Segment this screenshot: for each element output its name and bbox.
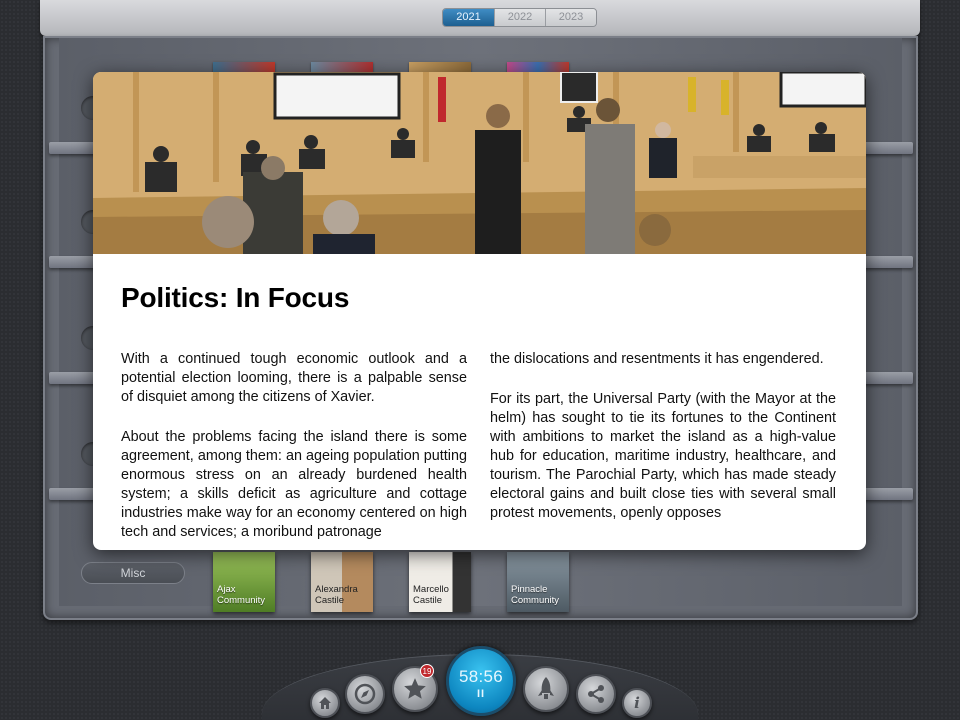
notification-badge: 19 xyxy=(420,664,434,678)
shelf-item-pinnacle-community[interactable] xyxy=(507,552,569,612)
misc-category-button[interactable]: Misc xyxy=(81,562,185,584)
year-tab-2021[interactable]: 2021 xyxy=(443,9,494,26)
shelf-item-label: Marcello Castile xyxy=(413,584,449,606)
article-column-right xyxy=(490,350,836,544)
article-paragraph: the dislocations and resentments it has engendered. xyxy=(490,351,824,367)
home-button[interactable] xyxy=(310,688,340,718)
article-paragraph: About the problems facing the island there is some agreement, among them: an ageing population putting enormous stress on an already burdened health system; a skills deficit as agriculture and cottage industries make way for an economy centered on high tech and services; a moribund patronage xyxy=(121,429,467,540)
article-paragraph: For its part, the Universal Party (with the Mayor at the helm) has sought to tie its fortunes to the Continent with ambitions to market the island as a high-value hub for education, maritime industry, healthcare, and tourism. The Parochial Party, which has made steady electoral gains and built close ties with several small protest movements, openly opposes xyxy=(490,391,836,521)
compass-icon xyxy=(354,683,376,705)
rocket-icon xyxy=(535,676,557,702)
shelf-item-label: Ajax Community xyxy=(217,584,266,606)
timer-button[interactable] xyxy=(446,646,516,716)
home-icon xyxy=(318,696,332,710)
article-title: Politics: In Focus xyxy=(121,282,350,313)
star-icon xyxy=(402,676,428,702)
info-icon: i xyxy=(634,694,640,712)
share-icon xyxy=(586,684,606,704)
share-button[interactable] xyxy=(576,674,616,714)
shelf-item-alexandra-castile[interactable] xyxy=(311,552,373,612)
shelf-item-marcello-castile[interactable] xyxy=(409,552,471,612)
article-column-left xyxy=(121,350,467,550)
article-modal[interactable] xyxy=(93,72,866,550)
shelf-item-label: Pinnacle Community xyxy=(511,584,560,606)
article-hero-image xyxy=(93,72,866,254)
shelf-item-ajax-community[interactable] xyxy=(213,552,275,612)
pause-icon: II xyxy=(476,688,486,700)
year-tab-2022[interactable]: 2022 xyxy=(494,9,545,26)
year-tab-2023[interactable]: 2023 xyxy=(545,9,596,26)
info-button[interactable] xyxy=(622,688,652,718)
shelf-item-label: Alexandra Castile xyxy=(315,584,358,606)
launch-button[interactable] xyxy=(523,666,569,712)
top-bar xyxy=(40,0,920,36)
year-selector xyxy=(442,8,597,27)
timer-display: 58:56 xyxy=(458,667,504,686)
article-paragraph: With a continued tough economic outlook and a potential election looming, there is a palpable sense of disquiet among the citizens of Xavier. xyxy=(121,351,467,405)
compass-button[interactable] xyxy=(345,674,385,714)
